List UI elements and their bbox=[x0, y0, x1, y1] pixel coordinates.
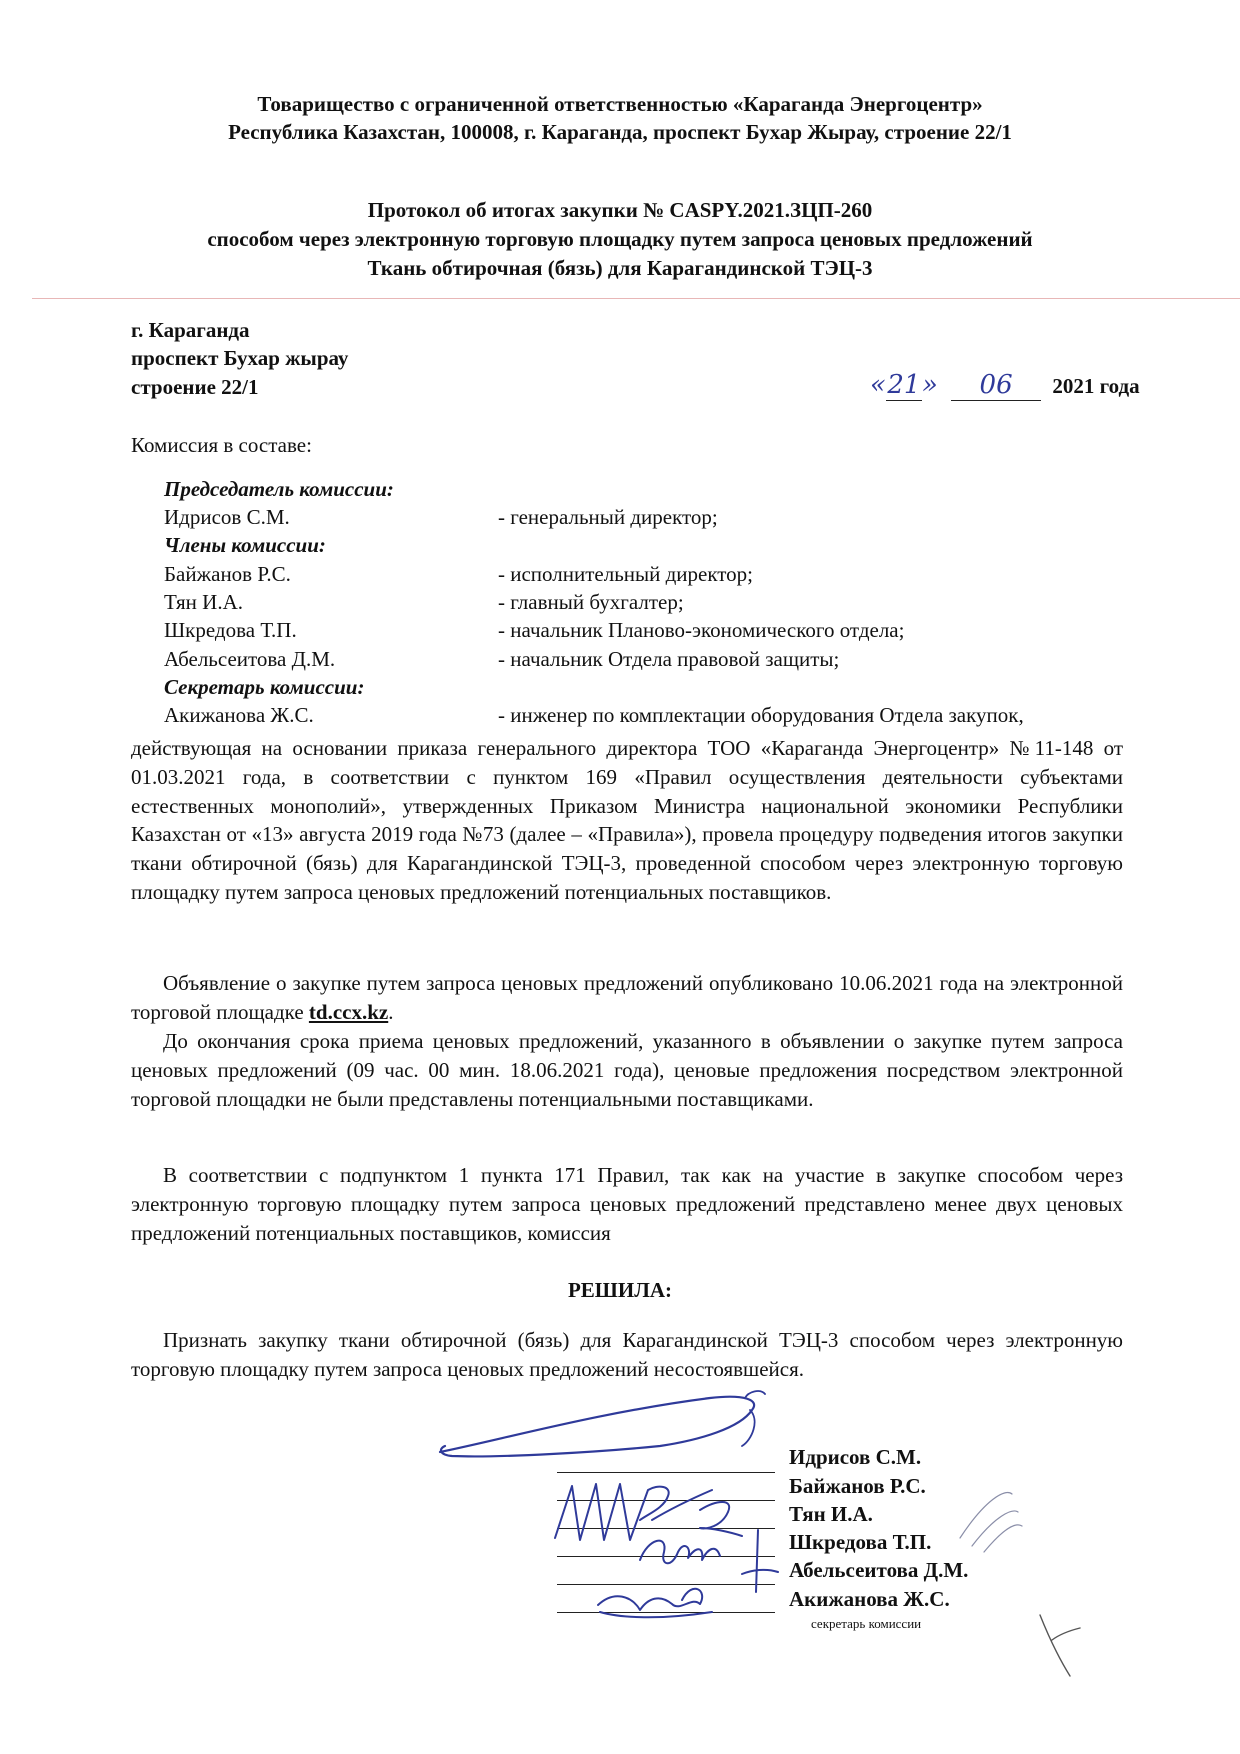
announcement-text: Объявление о закупке путем запроса ценовых предложений опубликовано 10.06.2021 года на электронной торговой площадке bbox=[131, 971, 1123, 1024]
place-street: проспект Бухар жырау bbox=[131, 346, 349, 370]
member-position: - начальник Отдела правовой защиты; bbox=[498, 647, 840, 671]
secretary-label: Секретарь комиссии: bbox=[164, 675, 365, 699]
signatory-name: Байжанов Р.С. bbox=[789, 1474, 926, 1498]
signatory-name: Идрисов С.М. bbox=[789, 1445, 922, 1469]
signature-bayzhanov bbox=[555, 1484, 712, 1540]
member-name: Тян И.А. bbox=[164, 590, 244, 614]
platform-link[interactable]: td.ccx.kz bbox=[308, 999, 389, 1024]
protocol-date: «21» 06 2021 года bbox=[870, 370, 1140, 400]
chair-position: - генеральный директор; bbox=[498, 505, 718, 529]
secretary-position: - инженер по комплектации оборудования Отдела закупок, bbox=[498, 703, 1024, 727]
signatory-name: Шкредова Т.П. bbox=[789, 1530, 932, 1554]
secretary-note: секретарь комиссии bbox=[811, 1616, 922, 1631]
member-position: - исполнительный директор; bbox=[498, 562, 754, 586]
date-month: 06 bbox=[951, 370, 1041, 401]
deadline-text: До окончания срока приема ценовых предложений, указанного в объявлении о закупке путем запроса ценовых предложений (09 час. 00 мин. 18.06.2021 года), ценовые предложения посредством электронной торговой площадки не были представлены потенциальными поставщиками. bbox=[131, 1029, 1123, 1111]
signature-tyan bbox=[700, 1502, 742, 1536]
member-name: Байжанов Р.С. bbox=[164, 562, 291, 586]
member-position: - начальник Планово-экономического отдела; bbox=[498, 618, 905, 642]
commission-title: Комиссия в составе: bbox=[131, 433, 312, 457]
signature-abelseitova bbox=[742, 1530, 778, 1592]
announcement-paragraph: Объявление о закупке путем запроса ценовых предложений опубликовано 10.06.2021 года на электронной торговой площадке td.ccx.kz. bbox=[131, 971, 1123, 1024]
chair-label: Председатель комиссии: bbox=[164, 477, 394, 501]
member-name: Абельсеитова Д.М. bbox=[164, 647, 336, 671]
decision-heading: РЕШИЛА: bbox=[567, 1278, 673, 1302]
members-label: Члены комиссии: bbox=[164, 533, 326, 557]
signatory-name: Абельсеитова Д.М. bbox=[789, 1558, 969, 1582]
basis-paragraph: действующая на основании приказа генерального директора ТОО «Караганда Энергоцентр» №11-148 от 01.03.2021 года, в соответствии с пунктом 169 «Правил осуществления деятельности субъектами естественных монополий», утвержденных Приказом Министра национальной экономики Республики Казахстан от «13» августа 2019 года №73 (далее – «Правила»), провела процедуру подведения итогов закупки ткани обтирочной (бязь) для Карагандинской ТЭЦ-3, проведенной способом через электронную торговую площадку путем запроса ценовых предложений потенциальных поставщиков. bbox=[131, 736, 1123, 904]
protocol-subject: Ткань обтирочная (бязь) для Карагандинской ТЭЦ-3 bbox=[367, 256, 873, 280]
signature-shkredova bbox=[640, 1541, 720, 1564]
signatory-name: Тян И.А. bbox=[789, 1502, 873, 1526]
grounds-text: В соответствии с подпунктом 1 пункта 171 Правил, так как на участие в закупке способом через электронную торговую площадку путем запроса ценовых предложений представлено менее двух ценовых предложений потенциальных поставщиков, комиссия bbox=[131, 1163, 1123, 1245]
organization-name: Товарищество с ограниченной ответственностью «Караганда Энергоцентр» bbox=[257, 92, 983, 116]
signatory-name: Акижанова Ж.С. bbox=[789, 1587, 950, 1611]
member-position: - главный бухгалтер; bbox=[498, 590, 684, 614]
secretary-name: Акижанова Ж.С. bbox=[164, 703, 314, 727]
member-name: Шкредова Т.П. bbox=[164, 618, 297, 642]
date-year: 2021 года bbox=[1052, 374, 1140, 398]
signature-extra bbox=[960, 1493, 1022, 1552]
place-city: г. Караганда bbox=[131, 318, 250, 342]
decision-text: Признать закупку ткани обтирочной (бязь) для Карагандинской ТЭЦ-3 способом через электронную торговую площадку путем запроса ценовых предложений несостоявшейся. bbox=[131, 1328, 1123, 1381]
place-building: строение 22/1 bbox=[131, 375, 259, 399]
protocol-title: Протокол об итогах закупки № CASPY.2021.ЗЦП-260 bbox=[367, 198, 873, 222]
signature-akizhanova bbox=[598, 1589, 712, 1618]
chair-name: Идрисов С.М. bbox=[164, 505, 290, 529]
date-day: 21 bbox=[887, 370, 921, 400]
organization-address: Республика Казахстан, 100008, г. Караганда, проспект Бухар Жырау, строение 22/1 bbox=[228, 120, 1012, 144]
protocol-method: способом через электронную торговую площадку путем запроса ценовых предложений bbox=[207, 227, 1033, 251]
signature-idrisov bbox=[440, 1397, 754, 1457]
signature-extra bbox=[1040, 1615, 1080, 1676]
